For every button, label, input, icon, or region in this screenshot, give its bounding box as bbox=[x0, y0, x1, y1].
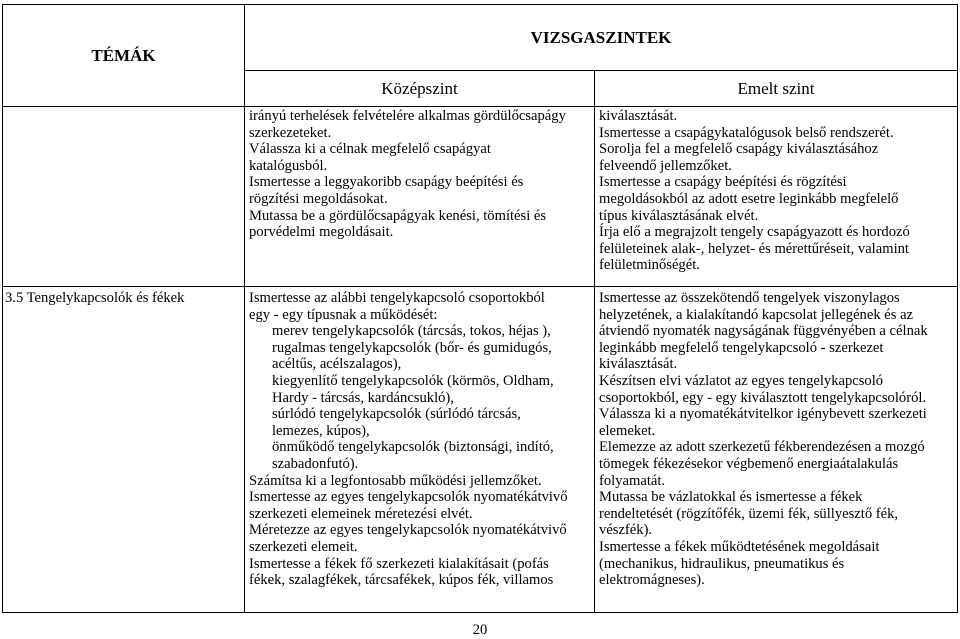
text-line: kiválasztását. bbox=[599, 356, 678, 373]
continued-mid-cell bbox=[245, 107, 595, 287]
text-line: elektromágneses). bbox=[599, 572, 705, 589]
text-line: Mutassa be vázlatokkal és ismertesse a fékek bbox=[599, 489, 863, 506]
text-line: Méretezze az egyes tengelykapcsolók nyomatékátvivő bbox=[249, 522, 567, 539]
text-line: tömegek fékezésekor végbemenő energiaátalakulás bbox=[599, 455, 899, 472]
text-line: Ismertesse a leggyakoribb csapágy beépítési és bbox=[249, 174, 524, 191]
text-line: szerkezeti elemeit. bbox=[249, 538, 358, 555]
header-row bbox=[3, 5, 958, 71]
text-line: szabadonfutó). bbox=[272, 455, 359, 472]
text-line: Ismertesse az alábbi tengelykapcsoló csoportokból bbox=[249, 290, 545, 306]
text-line: rendeltetését (rögzítőfék, üzemi fék, süllyesztő fék, bbox=[599, 505, 899, 522]
text-line: felveendő jellemzőket. bbox=[599, 157, 732, 174]
text-line: acéltűs, acélszalagos), bbox=[272, 356, 402, 373]
curriculum-table bbox=[2, 4, 958, 613]
text-line: Ismertesse az egyes tengelykapcsolók nyomatékátvivő bbox=[249, 489, 568, 506]
text-line: (mechanikus, hidraulikus, pneumatikus és bbox=[599, 555, 845, 572]
text-line: Ismertesse a fékek működtetésének megoldásait bbox=[599, 538, 880, 555]
text-line: kiegyenlítő tengelykapcsolók (körmös, Oldham, bbox=[272, 372, 554, 389]
text-line: Ismertesse az összekötendő tengelyek viszonylagos bbox=[599, 290, 900, 306]
text-line: irányú terhelések felvételére alkalmas gördülőcsapágy bbox=[249, 108, 566, 124]
text-line: leginkább megfelelő tengelykapcsoló - szerkezet bbox=[599, 339, 884, 356]
text-line: rögzítési megoldásokat. bbox=[249, 190, 388, 207]
text-line: katalógusból. bbox=[249, 157, 328, 174]
text-line: Válassza ki a nyomatékátvitelkor igénybevett szerkezeti bbox=[599, 406, 927, 423]
text-line: felületeinek alak-, helyzet- és mérettűréseit, valamint bbox=[599, 240, 909, 257]
text-line: önműködő tengelykapcsolók (biztonsági, indító, bbox=[272, 439, 554, 456]
text-line: elemeket. bbox=[599, 422, 656, 439]
text-line: merev tengelykapcsolók (tárcsás, tokos, héjas ), bbox=[272, 323, 551, 340]
text-line: porvédelmi megoldásait. bbox=[249, 224, 394, 241]
text-line: típus kiválasztásának elvét. bbox=[599, 207, 759, 224]
text-line: Hardy - tárcsás, kardáncsukló), bbox=[272, 389, 454, 406]
section-topic: 3.5 Tengelykapcsolók és fékek bbox=[3, 287, 245, 613]
continued-topic-cell bbox=[3, 107, 245, 287]
text-line: egy - egy típusnak a működését: bbox=[249, 306, 438, 323]
text-line: Sorolja fel a megfelelő csapágy kiválasztásához bbox=[599, 141, 879, 158]
topics-header: TÉMÁK bbox=[3, 5, 245, 107]
text-line: megoldásokból az adott esetre leginkább megfelelő bbox=[599, 190, 899, 207]
text-line: lemezes, kúpos), bbox=[272, 422, 370, 439]
text-line: szerkezeti elemeinek méretezési elvét. bbox=[249, 505, 473, 522]
mid-level-header: Középszint bbox=[245, 71, 595, 107]
text-line: súrlódó tengelykapcsolók (súrlódó tárcsás, bbox=[272, 406, 521, 423]
text-line: Ismertesse a csapágy beépítési és rögzítési bbox=[599, 174, 847, 191]
section-high-cell bbox=[595, 287, 958, 613]
text-line: csoportokból, egy - egy kiválasztott tengelykapcsolóról. bbox=[599, 389, 927, 406]
text-line: szerkezeteket. bbox=[249, 124, 332, 141]
text-line: átviendő nyomaték nagyságának függvényében a célnak bbox=[599, 323, 928, 340]
text-line: Számítsa ki a legfontosabb működési jellemzőket. bbox=[249, 472, 542, 489]
section-row bbox=[3, 287, 958, 613]
text-line: rugalmas tengelykapcsolók (bőr- és gumidugós, bbox=[272, 339, 552, 356]
continued-high-cell bbox=[595, 107, 958, 287]
text-line: vészfék). bbox=[599, 522, 653, 539]
text-line: helyzetének, a kialakítandó kapcsolat jellegének és az bbox=[599, 306, 914, 323]
text-line: Ismertesse a fékek fő szerkezeti kialakításait (pofás bbox=[249, 555, 549, 572]
text-line: folyamatát. bbox=[599, 472, 666, 489]
page-number: 20 bbox=[472, 622, 488, 638]
text-line: Készítsen elvi vázlatot az egyes tengelykapcsoló bbox=[599, 372, 884, 389]
text-line: fékek, szalagfékek, tárcsafékek, kúpos fék, villamos bbox=[249, 572, 554, 589]
text-line: Ismertesse a csapágykatalógusok belső rendszerét. bbox=[599, 124, 894, 141]
text-line: felületminőségét. bbox=[599, 257, 700, 274]
high-level-header: Emelt szint bbox=[595, 71, 958, 107]
text-line: Válassza ki a célnak megfelelő csapágyat bbox=[249, 141, 491, 158]
text-line: Mutassa be a gördülőcsapágyak kenési, tömítési és bbox=[249, 207, 547, 224]
exam-levels-header: VIZSGASZINTEK bbox=[245, 5, 958, 71]
text-line: Írja elő a megrajzolt tengely csapágyazott és hordozó bbox=[599, 224, 910, 241]
text-line: Elemezze az adott szerkezetű fékberendezésen a mozgó bbox=[599, 439, 925, 456]
text-line: kiválasztását. bbox=[599, 108, 678, 124]
section-mid-cell bbox=[245, 287, 595, 613]
continued-row bbox=[3, 107, 958, 287]
